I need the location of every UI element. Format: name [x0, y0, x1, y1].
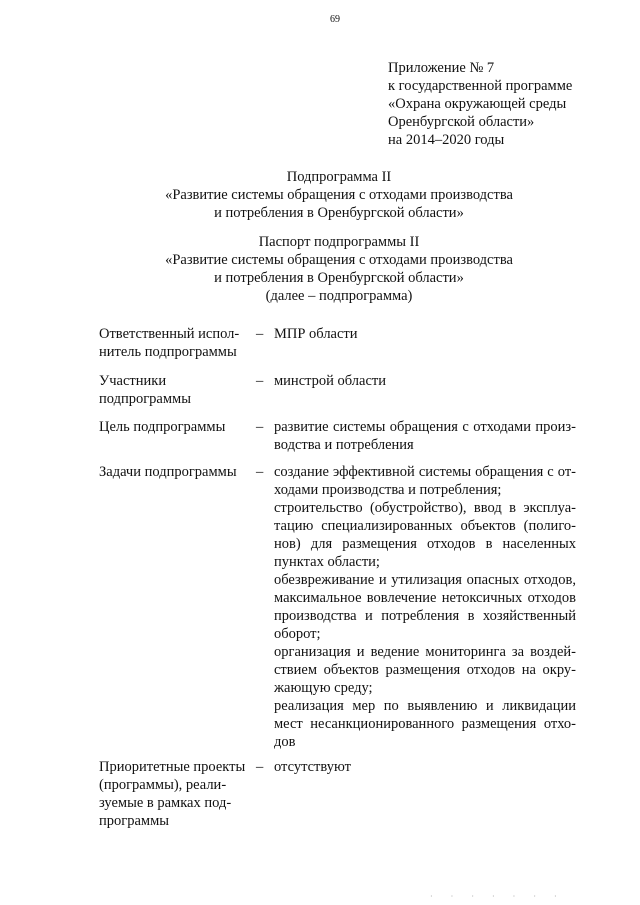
- value-line: максимальное вовлечение нетоксичных отходов: [274, 590, 576, 606]
- subprogram-title-line: Подпрограмма II: [286, 169, 392, 185]
- label-line: Приоритетные проекты: [99, 759, 246, 775]
- row-dash: –: [256, 464, 264, 480]
- row-value-tasks: [274, 463, 576, 751]
- row-label-participants: [99, 372, 259, 408]
- value-line: ствием объектов размещения отходов на окру-: [274, 662, 576, 678]
- value-line: развитие системы обращения с отходами произ-: [274, 419, 576, 435]
- value-line: дов: [274, 734, 296, 750]
- appendix-line: Оренбургской области»: [388, 114, 535, 130]
- passport-title-line: Паспорт подпрограммы II: [258, 234, 420, 250]
- value-line: создание эффективной системы обращения с от-: [274, 464, 576, 480]
- value-line: производства и потребления в хозяйственный: [274, 608, 576, 624]
- value-line: организация и ведение мониторинга за воздей-: [274, 644, 576, 660]
- value-line: минстрой области: [274, 373, 386, 389]
- passport-title-line: «Развитие системы обращения с отходами производства: [165, 252, 513, 268]
- row-dash: –: [256, 326, 264, 342]
- value-line: ходами производства и потребления;: [274, 482, 502, 498]
- label-line: Задачи подпрограммы: [99, 464, 237, 480]
- row-dash: –: [256, 373, 264, 389]
- subprogram-title-line: и потребления в Оренбургской области»: [214, 205, 464, 221]
- label-line: нитель подпрограммы: [99, 344, 237, 360]
- row-value-goal: [274, 418, 576, 454]
- passport-title-line: (далее – подпрограмма): [265, 288, 413, 304]
- value-line: тацию специализированных объектов (полиго-: [274, 518, 576, 534]
- label-line: Цель подпрограммы: [99, 419, 226, 435]
- row-label-priority-projects: [99, 758, 259, 830]
- label-line: (программы), реали-: [99, 777, 227, 793]
- row-value-responsible: [274, 325, 576, 343]
- label-line: Участники: [99, 373, 167, 389]
- appendix-line: «Охрана окружающей среды: [388, 96, 567, 112]
- passport-title: [0, 233, 640, 305]
- label-line: Ответственный испол-: [99, 326, 240, 342]
- row-label-goal: [99, 418, 259, 436]
- row-dash: –: [256, 419, 264, 435]
- label-line: программы: [99, 813, 169, 829]
- value-line: обезвреживание и утилизация опасных отходов,: [274, 572, 576, 588]
- value-line: водства и потребления: [274, 437, 414, 453]
- subprogram-title-line: «Развитие системы обращения с отходами производства: [165, 187, 513, 203]
- appendix-line: Приложение № 7: [388, 60, 495, 76]
- row-dash: –: [256, 759, 264, 775]
- value-line: реализация мер по выявлению и ликвидации: [274, 698, 576, 714]
- passport-title-line: и потребления в Оренбургской области»: [214, 270, 464, 286]
- value-line: отсутствуют: [274, 759, 351, 775]
- label-line: подпрограммы: [99, 391, 191, 407]
- row-label-responsible: [99, 325, 259, 361]
- label-line: зуемые в рамках под-: [99, 795, 232, 811]
- value-line: пунктах области;: [274, 554, 380, 570]
- row-value-priority-projects: [274, 758, 576, 776]
- row-label-tasks: [99, 463, 259, 481]
- scan-artifact: · · · · · · ·: [430, 892, 565, 901]
- value-line: жающую среду;: [274, 680, 373, 696]
- value-line: МПР области: [274, 326, 358, 342]
- subprogram-title: [0, 168, 640, 222]
- value-line: мест несанкционированного размещения отхо-: [274, 716, 576, 732]
- value-line: строительство (обустройство), ввод в эксплуа-: [274, 500, 576, 516]
- row-value-participants: [274, 372, 576, 390]
- value-line: оборот;: [274, 626, 321, 642]
- page-number: 69: [330, 14, 340, 25]
- appendix-line: к государственной программе: [388, 78, 573, 94]
- appendix-line: на 2014–2020 годы: [388, 132, 505, 148]
- value-line: нов) для размещения отходов в населенных: [274, 536, 576, 552]
- appendix-header: [388, 59, 572, 149]
